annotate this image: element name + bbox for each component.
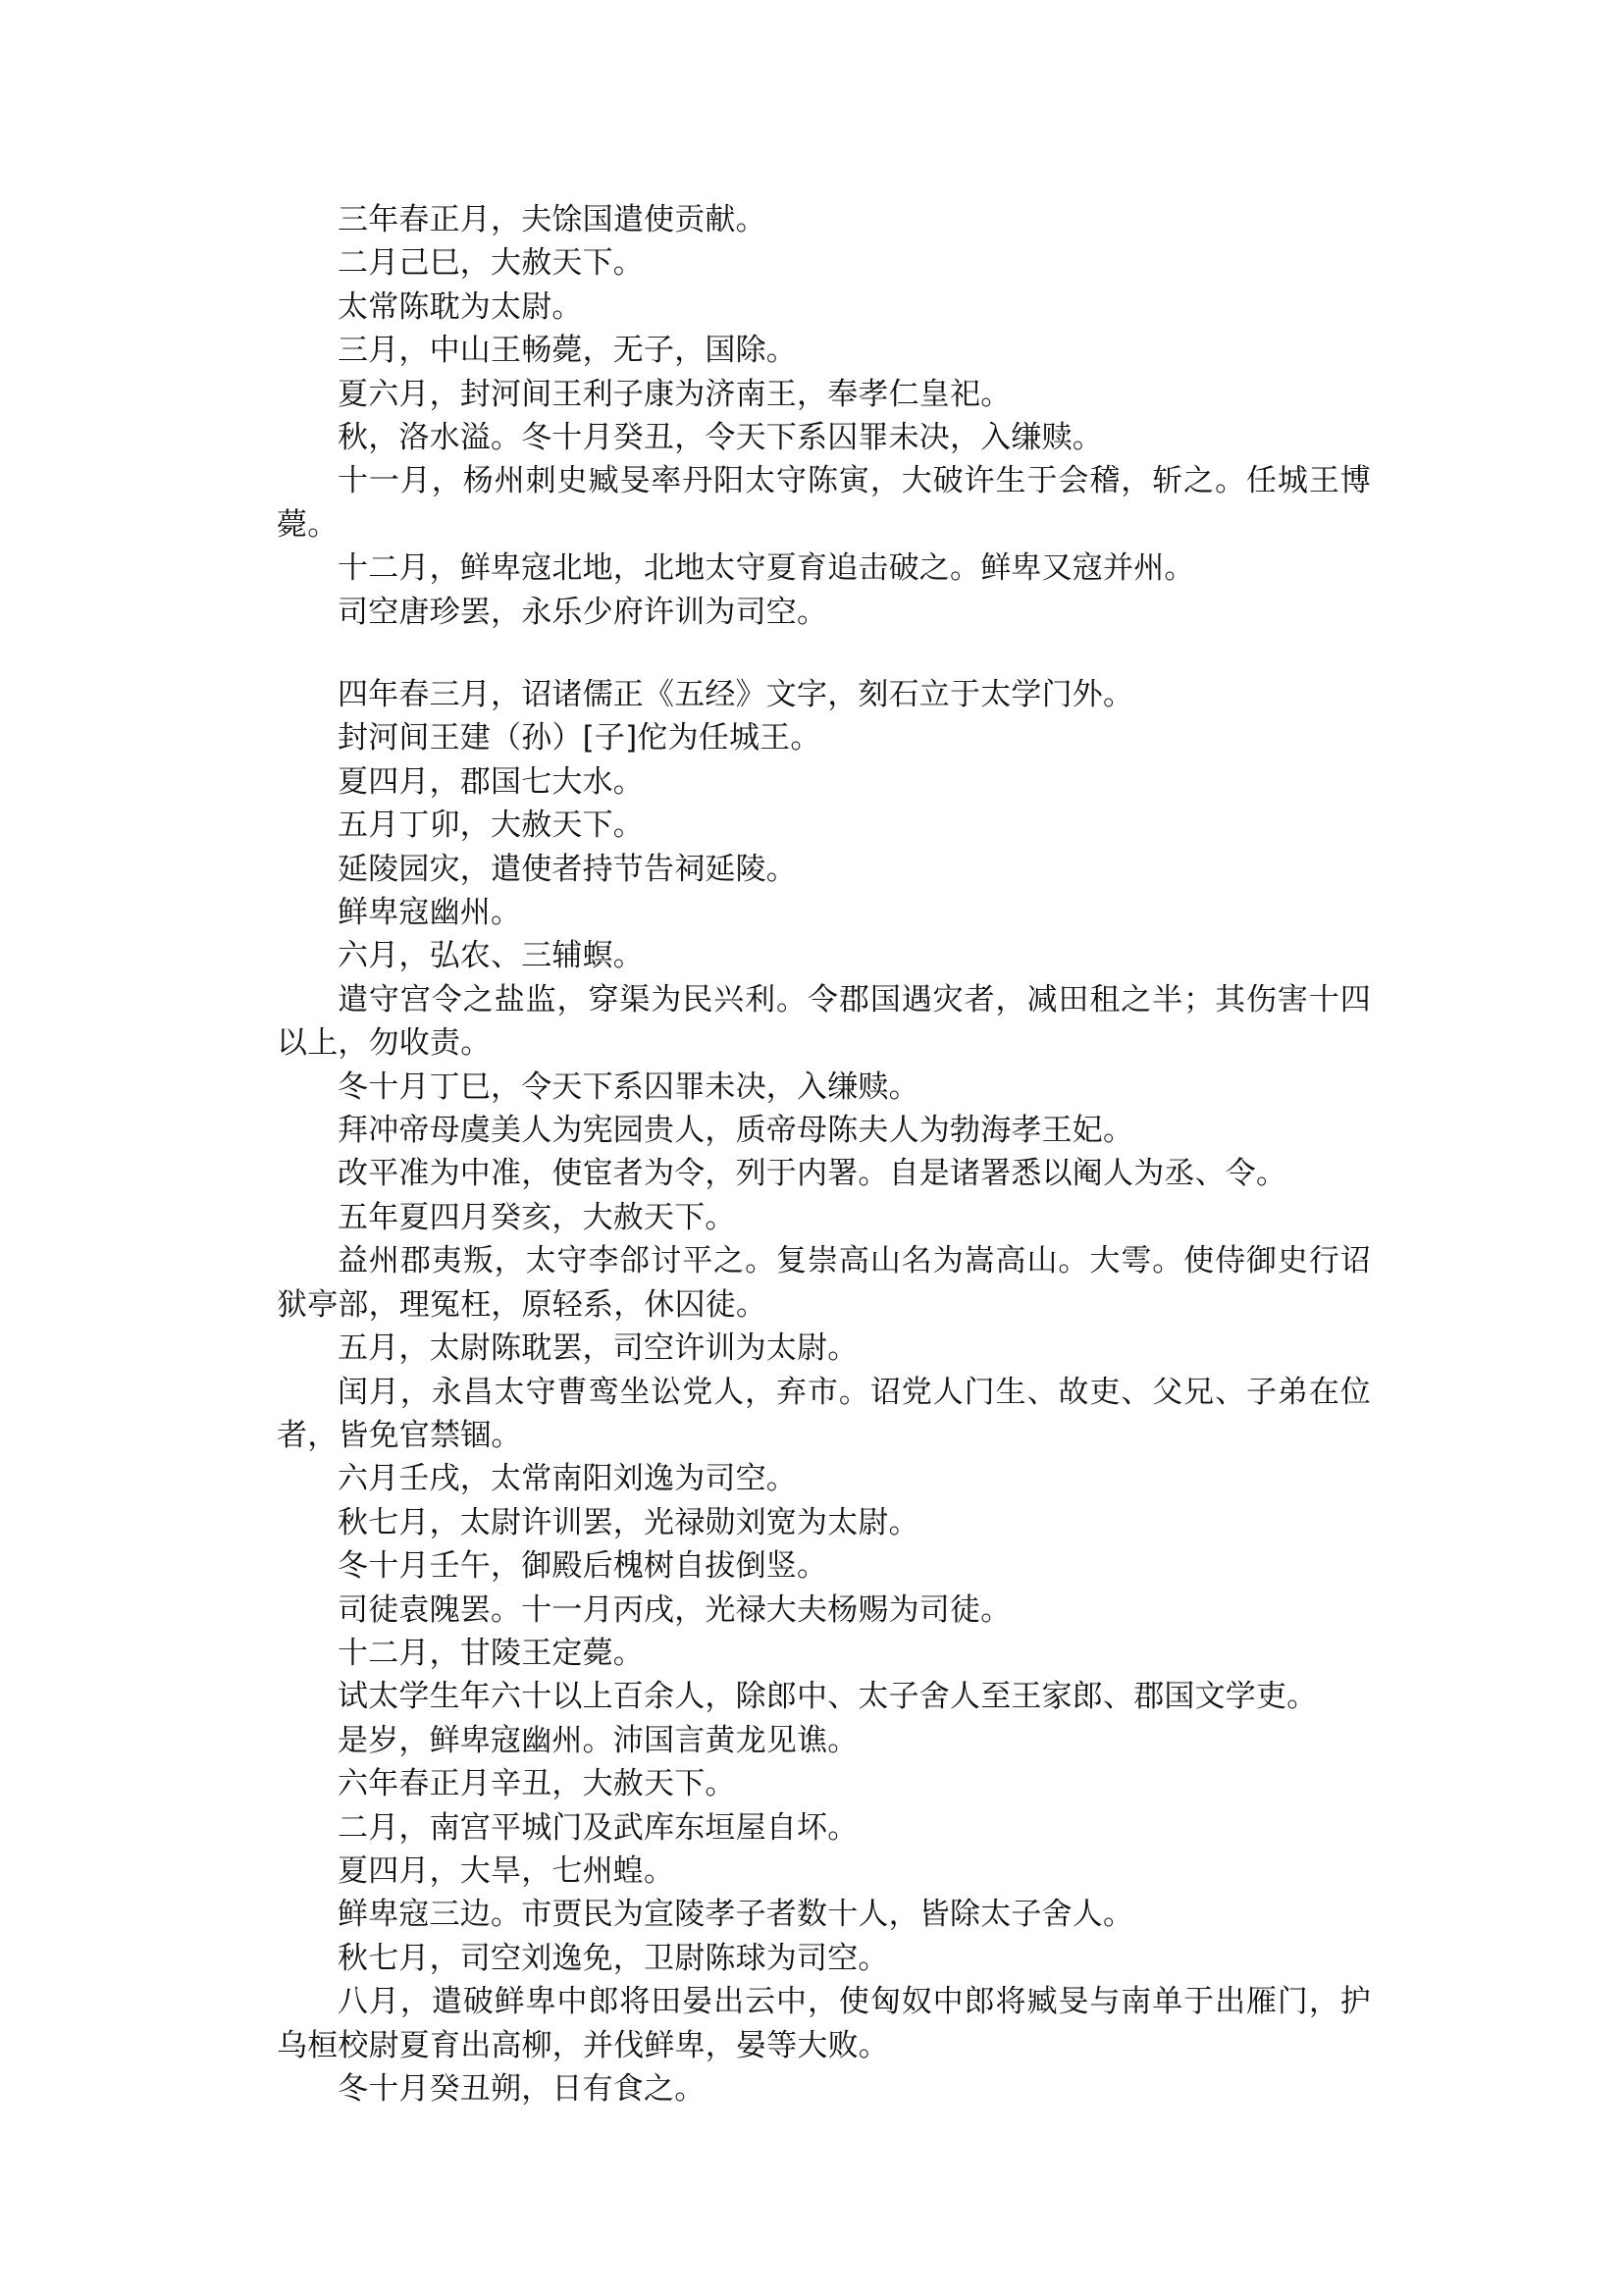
paragraph: 五月丁卯，大赦天下。 xyxy=(338,808,644,844)
paragraph: 十二月，甘陵王定薨。 xyxy=(338,1635,644,1671)
paragraph: 十一月，杨州刺史臧旻率丹阳太守陈寅，大破许生于会稽，斩之。任城王博薨。 xyxy=(277,463,1371,543)
paragraph: 五月，太尉陈耽罢，司空许训为太尉。 xyxy=(338,1330,859,1367)
paragraph: 拜冲帝母虞美人为宪园贵人，质帝母陈夫人为勃海孝王妃。 xyxy=(338,1113,1134,1149)
paragraph: 六月壬戌，太常南阳刘逸为司空。 xyxy=(338,1461,797,1497)
paragraph: 遣守宫令之盐监，穿渠为民兴利。令郡国遇灾者，减田租之半；其伤害十四以上，勿收责。 xyxy=(277,981,1371,1062)
paragraph: 鲜卑寇三边。市贾民为宣陵孝子者数十人，皆除太子舍人。 xyxy=(338,1897,1134,1933)
paragraph: 夏四月，郡国七大水。 xyxy=(338,763,644,800)
paragraph: 夏六月，封河间王利子康为济南王，奉孝仁皇祀。 xyxy=(338,376,1012,412)
paragraph: 冬十月癸丑朔，日有食之。 xyxy=(338,2071,706,2107)
paragraph: 司空唐珍罢，永乐少府许训为司空。 xyxy=(338,594,828,630)
paragraph: 封河间王建（孙）[子]佗为任城王。 xyxy=(338,720,821,756)
paragraph: 冬十月壬午，御殿后槐树自拔倒竖。 xyxy=(338,1548,828,1585)
paragraph: 二月己巳，大赦天下。 xyxy=(338,245,644,282)
paragraph: 秋七月，太尉许训罢，光禄勋刘宽为太尉。 xyxy=(338,1504,919,1540)
paragraph: 秋，洛水溢。冬十月癸丑，令天下系囚罪未决，入缣赎。 xyxy=(338,420,1103,456)
paragraph: 四年春三月，诏诸儒正《五经》文字，刻石立于太学门外。 xyxy=(338,677,1134,712)
paragraph: 太常陈耽为太尉。 xyxy=(338,288,583,325)
paragraph: 司徒袁隗罢。十一月丙戌，光禄大夫杨赐为司徒。 xyxy=(338,1591,1012,1628)
paragraph: 冬十月丁巳，令天下系囚罪未决，入缣赎。 xyxy=(338,1069,919,1105)
paragraph: 八月，遣破鲜卑中郎将田晏出云中，使匈奴中郎将臧旻与南单于出雁门，护乌桓校尉夏育出高柳，并伐鲜卑，晏等大败。 xyxy=(277,1984,1371,2063)
paragraph: 秋七月，司空刘逸免，卫尉陈球为司空。 xyxy=(338,1940,889,1976)
paragraph: 三年春正月，夫馀国遣使贡献。 xyxy=(338,202,766,237)
paragraph: 试太学生年六十以上百余人，除郎中、太子舍人至王家郎、郡国文学吏。 xyxy=(338,1679,1318,1715)
paragraph: 延陵园灾，遣使者持节告祠延陵。 xyxy=(338,851,797,887)
paragraph: 改平准为中准，使宦者为令，列于内署。自是诸署悉以阉人为丞、令。 xyxy=(338,1156,1287,1192)
paragraph: 鲜卑寇幽州。 xyxy=(338,895,522,931)
paragraph: 六月，弘农、三辅螟。 xyxy=(338,938,644,974)
paragraph: 五年夏四月癸亥，大赦天下。 xyxy=(338,1199,736,1235)
paragraph: 益州郡夷叛，太守李郃讨平之。复崇高山名为嵩高山。大雩。使侍御史行诏狱亭部，理冤枉，原轻系，休囚徒。 xyxy=(277,1243,1371,1323)
paragraph: 是岁，鲜卑寇幽州。沛国言黄龙见谯。 xyxy=(338,1722,859,1758)
paragraph: 六年春正月辛丑，大赦天下。 xyxy=(338,1766,736,1802)
text-section-2 xyxy=(277,673,1371,2111)
text-section-1 xyxy=(277,198,1371,634)
paragraph: 十二月，鲜卑寇北地，北地太守夏育追击破之。鲜卑又寇并州。 xyxy=(338,550,1195,587)
paragraph: 三月，中山王畅薨，无子，国除。 xyxy=(338,333,797,369)
paragraph: 闰月，永昌太守曹鸾坐讼党人，弃市。诏党人门生、故吏、父兄、子弟在位者，皆免官禁锢。 xyxy=(277,1374,1371,1453)
paragraph: 夏四月，大旱，七州蝗。 xyxy=(338,1852,675,1889)
paragraph: 二月，南宫平城门及武库东垣屋自坏。 xyxy=(338,1809,859,1846)
